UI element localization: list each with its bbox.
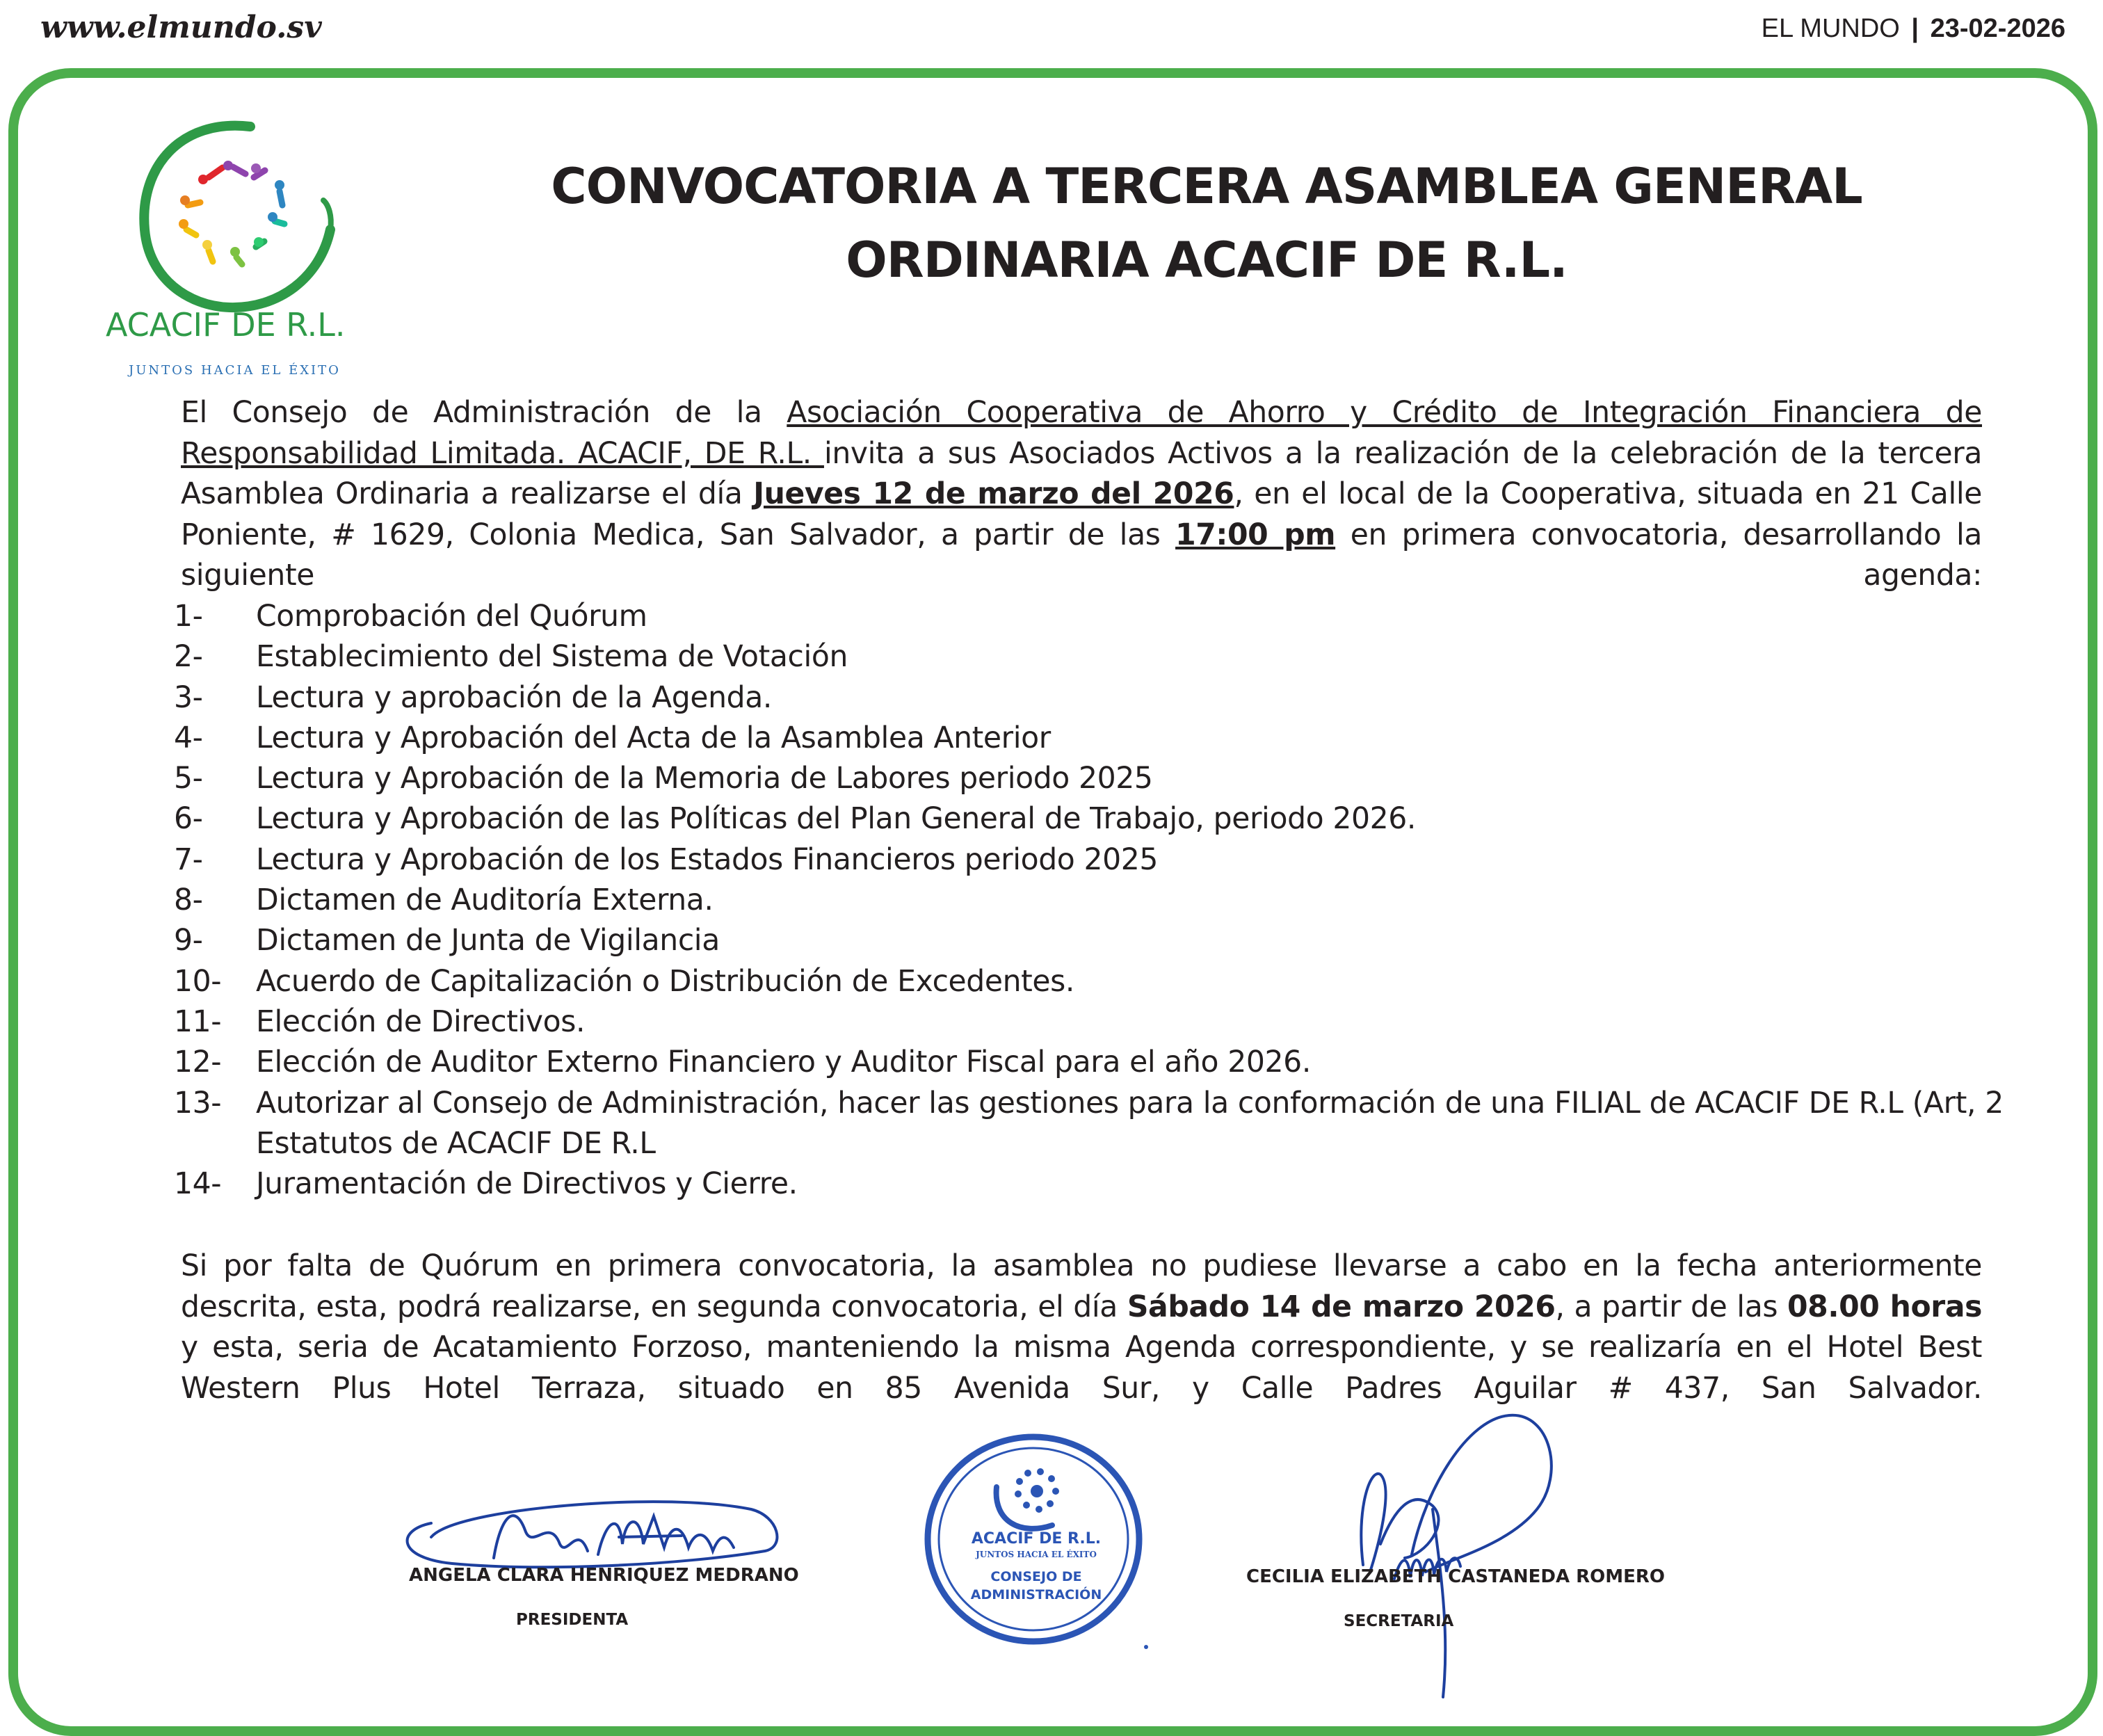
publication-date: 23-02-2026 — [1930, 14, 2065, 43]
title-line-1: CONVOCATORIA A TERCERA ASAMBLEA GENERAL — [551, 158, 1862, 215]
list-item — [174, 881, 2024, 921]
list-item — [174, 962, 2024, 1002]
agenda-text: Dictamen de Auditoría Externa. — [256, 883, 714, 918]
intro-text-2: invita a sus Asociados Activos a la realización de la celebración de la tercera Asamblea Ordinaria a realizarse el día — [181, 436, 1982, 511]
president-name: ANGELA CLARA HENRIQUEZ MEDRANO — [409, 1565, 799, 1586]
agenda-text: Lectura y aprobación de la Agenda. — [256, 680, 772, 715]
agenda-number: 3- — [174, 680, 203, 715]
first-meeting-date: Jueves 12 de marzo del 2026 — [753, 477, 1234, 511]
agenda-number: 2- — [174, 640, 203, 675]
list-item — [174, 1084, 2024, 1165]
agenda-text: Lectura y Aprobación de la Memoria de Labores periodo 2025 — [256, 762, 1153, 796]
secretary-signature-icon — [1328, 1405, 1586, 1704]
agenda-number: 13- — [174, 1086, 222, 1120]
agenda-text-continued: Estatutos de ACACIF DE R.L — [256, 1126, 656, 1161]
masthead — [1762, 14, 2065, 44]
closing-text-1: Si por falta de Quórum en primera convocatoria, la asamblea no pudiese llevarse a cabo en la fecha anteriormente descrita, esta, podrá realizarse, en segunda convocatoria, el día — [181, 1249, 1982, 1324]
agenda-text: Lectura y Aprobación de los Estados Financieros periodo 2025 — [256, 842, 1159, 877]
list-item — [174, 1002, 2024, 1043]
agenda-text: Dictamen de Junta de Vigilancia — [256, 924, 720, 958]
list-item — [174, 637, 2024, 677]
list-item — [174, 678, 2024, 718]
page-title — [487, 150, 1926, 297]
closing-text-2: , a partir de las — [1555, 1289, 1787, 1324]
agenda-number: 1- — [174, 600, 203, 634]
agenda-text: Elección de Directivos. — [256, 1004, 586, 1039]
newspaper-name: EL MUNDO — [1761, 14, 1900, 43]
agenda-list — [174, 597, 2024, 1205]
stamp-line-1: CONSEJO DE — [990, 1569, 1082, 1584]
website-url: www.elmundo.sv — [40, 10, 322, 45]
agenda-text: Elección de Auditor Externo Financiero y Auditor Fiscal para el año 2026. — [256, 1045, 1311, 1080]
stamp-slogan: JUNTOS HACIA EL ÉXITO — [976, 1550, 1097, 1559]
agenda-number: 6- — [174, 802, 203, 837]
logo-slogan: JUNTOS HACIA EL ÉXITO — [129, 363, 341, 378]
agenda-number: 10- — [174, 964, 222, 999]
stamp-line-2: ADMINISTRACIÓN — [970, 1587, 1102, 1602]
agenda-text: Autorizar al Consejo de Administración, hacer las gestiones para la conformación de una FILIAL de ACACIF DE R.L (Art, 2 — [256, 1086, 2004, 1120]
list-item — [174, 840, 2024, 881]
list-item — [174, 1043, 2024, 1083]
list-item — [174, 597, 2024, 637]
second-meeting-time: 08.00 horas — [1787, 1289, 1982, 1324]
masthead-separator: | — [1911, 14, 1919, 43]
agenda-text: Lectura y Aprobación del Acta de la Asamblea Anterior — [256, 721, 1051, 755]
agenda-number: 4- — [174, 721, 203, 755]
acacif-logo — [97, 118, 382, 383]
cooperative-full-name: Asociación Cooperativa de Ahorro y Crédito de Integración Financiera de Responsabilidad Limitada. ACACIF, DE R.L. — [181, 396, 1982, 471]
president-role: PRESIDENTA — [516, 1611, 629, 1629]
agenda-text: Establecimiento del Sistema de Votación — [256, 640, 848, 675]
list-item — [174, 921, 2024, 961]
agenda-text: Acuerdo de Capitalización o Distribución de Excedentes. — [256, 964, 1075, 999]
agenda-number: 8- — [174, 883, 203, 918]
list-item — [174, 759, 2024, 799]
list-item — [174, 799, 2024, 839]
agenda-number: 5- — [174, 762, 203, 796]
list-item — [174, 1164, 2024, 1205]
intro-text-4: en primera convocatoria, desarrollando la siguiente agenda: — [181, 517, 1983, 593]
agenda-number: 11- — [174, 1004, 222, 1039]
closing-text-3: y esta, seria de Acatamiento Forzoso, manteniendo la misma Agenda correspondiente, y se realizaría en el Hotel Best Western Plus Hotel Terraza, situado en 85 Avenida Sur, y Calle Padres Aguilar # 437, San Salvador. — [181, 1331, 1982, 1406]
intro-text-3: , en el local de la Cooperativa, situada en 21 Calle Poniente, # 1629, Colonia Medica, San Salvador, a partir de las — [181, 477, 1983, 552]
title-line-2: ORDINARIA ACACIF DE R.L. — [846, 232, 1568, 289]
list-item — [174, 718, 2024, 759]
first-meeting-time: 17:00 pm — [1175, 517, 1336, 552]
agenda-number: 9- — [174, 924, 203, 958]
secretary-role: SECRETARIA — [1344, 1612, 1454, 1630]
agenda-number: 7- — [174, 842, 203, 877]
intro-paragraph — [181, 393, 1982, 597]
logo-name: ACACIF DE R.L. — [106, 306, 346, 344]
secretary-name: CECILIA ELIZABETH CASTANEDA ROMERO — [1246, 1566, 1666, 1587]
agenda-number: 12- — [174, 1045, 222, 1080]
intro-text-1: El Consejo de Administración de la — [181, 396, 787, 430]
agenda-text: Comprobación del Quórum — [256, 600, 647, 634]
agenda-number: 14- — [174, 1167, 222, 1202]
second-meeting-date: Sábado 14 de marzo 2026 — [1127, 1289, 1556, 1324]
agenda-text: Lectura y Aprobación de las Políticas del Plan General de Trabajo, periodo 2026. — [256, 802, 1417, 837]
agenda-text: Juramentación de Directivos y Cierre. — [256, 1167, 798, 1202]
stamp-name: ACACIF DE R.L. — [971, 1530, 1102, 1548]
closing-paragraph — [181, 1246, 1982, 1409]
